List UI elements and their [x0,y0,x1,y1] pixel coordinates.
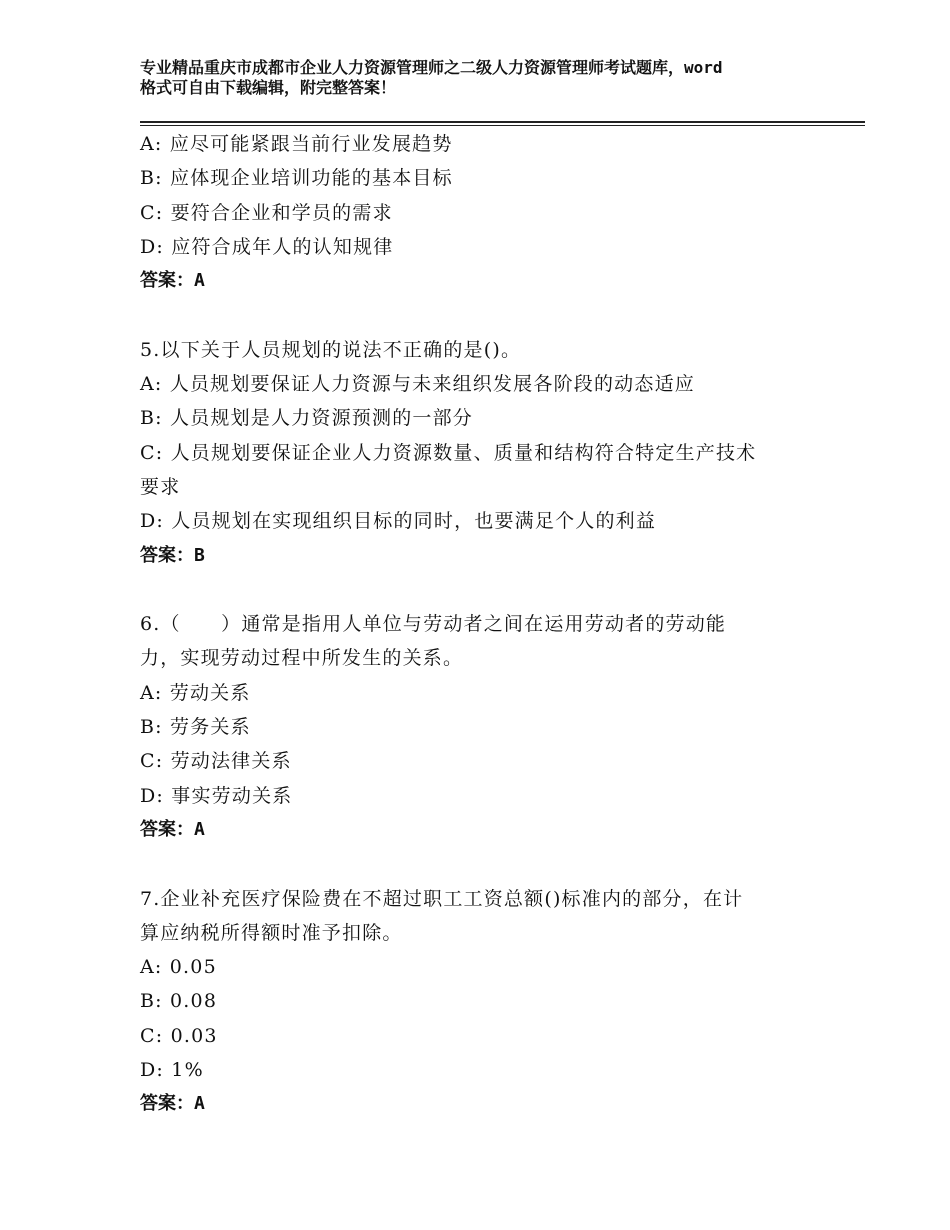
option-a: A: 应尽可能紧跟当前行业发展趋势 [140,133,453,155]
option-c: C: 人员规划要保证企业人力资源数量、质量和结构符合特定生产技术 [140,441,757,464]
spacer [140,298,820,332]
option-c: C: 0.03 [140,1024,218,1047]
document-header [140,58,840,98]
option-c: C: 劳动法律关系 [140,750,292,773]
option-d: D: 事实劳动关系 [140,784,293,807]
option-c: C: 要符合企业和学员的需求 [140,201,393,224]
answer: 答案：A [140,1093,205,1115]
answer: 答案：A [140,270,205,292]
answer: 答案：A [140,818,205,840]
question-5 [140,333,820,573]
question-stem: 5.以下关于人员规划的说法不正确的是()。 [140,338,522,361]
question-6 [140,607,820,847]
question-7 [140,882,820,1122]
option-d: D: 1% [140,1059,204,1082]
question-stem: 6.（ ）通常是指用人单位与劳动者之间在运用劳动者的劳动能 [140,613,727,636]
option-c-continued: 要求 [140,475,181,498]
option-a: A: 人员规划要保证人力资源与未来组织发展各阶段的动态适应 [140,373,695,396]
header-line-1: 专业精品重庆市成都市企业人力资源管理师之二级人力资源管理师考试题库，word [140,58,723,77]
question-stem: 7.企业补充医疗保险费在不超过职工工资总额()标准内的部分，在计 [140,887,744,910]
spacer [140,847,820,881]
option-b: B: 应体现企业培训功能的基本目标 [140,167,453,190]
option-b: B: 劳务关系 [140,716,251,739]
option-b: B: 0.08 [140,990,218,1013]
header-line-2: 格式可自由下载编辑，附完整答案！ [140,78,397,97]
spacer [140,573,820,607]
option-d: D: 人员规划在实现组织目标的同时，也要满足个人的利益 [140,510,657,533]
header-rule-thick [140,121,865,123]
option-d: D: 应符合成年人的认知规律 [140,235,394,258]
question-4 [140,127,820,298]
option-a: A: 0.05 [140,956,217,979]
question-list [140,127,820,1122]
option-a: A: 劳动关系 [140,681,251,704]
header-rule-thin [140,125,865,126]
question-stem-continued: 算应纳税所得额时准予扣除。 [140,921,403,944]
option-b: B: 人员规划是人力资源预测的一部分 [140,407,474,430]
question-stem-continued: 力，实现劳动过程中所发生的关系。 [140,647,464,670]
answer: 答案：B [140,544,205,566]
